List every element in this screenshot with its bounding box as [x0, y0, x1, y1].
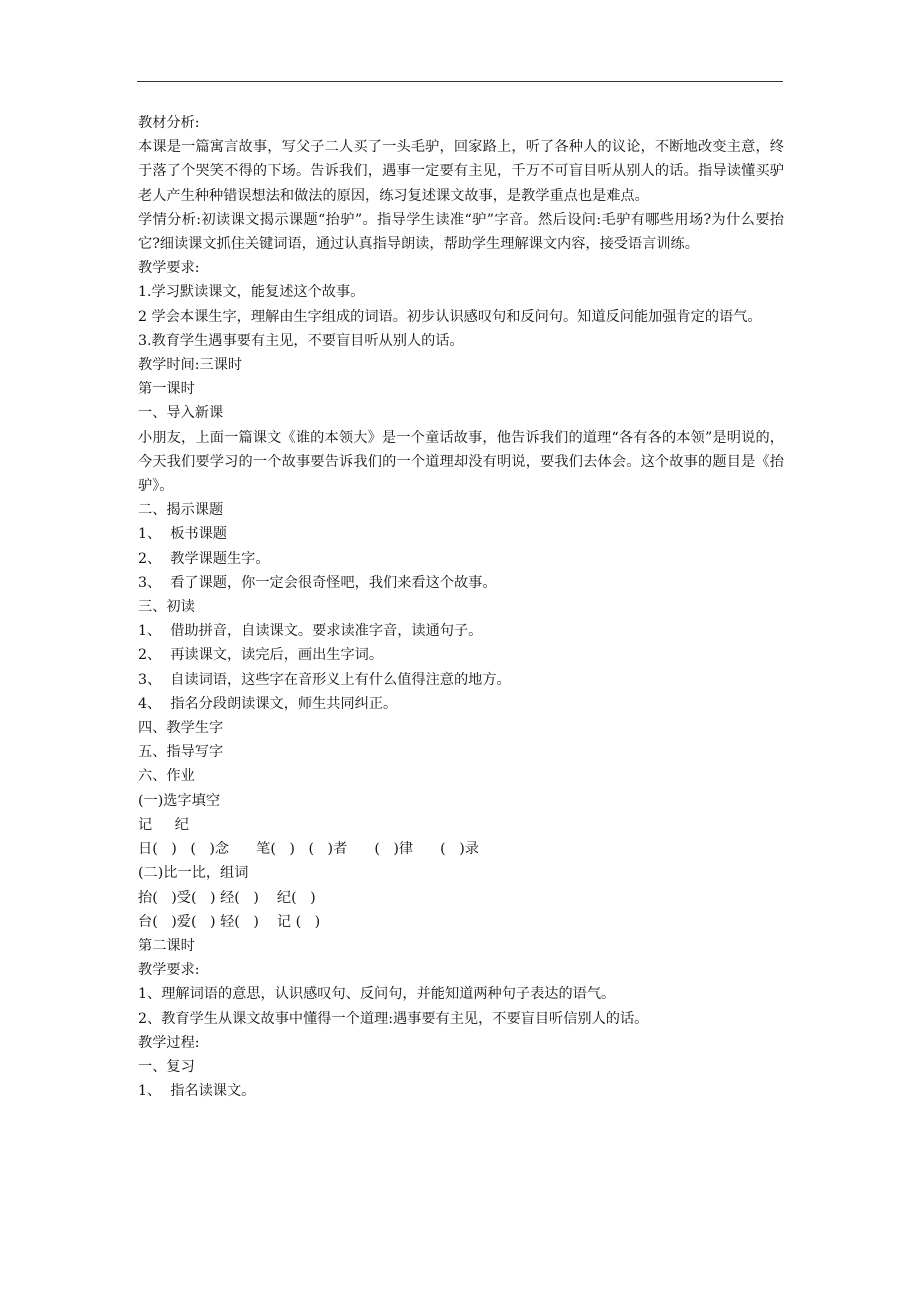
text-line: 4、 指名分段朗读课文，师生共同纠正。 — [138, 695, 398, 712]
text-line: 本课是一篇寓言故事，写父子二人买了一头毛驴，回家路上，听了各种人的议论，不断地改变主意，终于落了个哭笑不得的下场。告诉我们，遇事一定要有主见，千万不可盲目听从别人的话。指导读懂买驴老人产生种种错误想法和做法的原因，练习复述课文故事，是教学重点也是难点。 — [138, 139, 784, 204]
text-line: 教学要求: — [138, 260, 200, 277]
header-rule — [137, 81, 783, 82]
text-line: 教学时间:三课时 — [138, 357, 243, 374]
text-line: 抬( )受( ) 经( ) 纪( ) — [138, 889, 316, 906]
text-line: 学情分析:初读课文揭示课题“抬驴”。指导学生读准“驴”字音。然后设问:毛驴有哪些用场?为什么要抬它?细读课文抓住关键词语，通过认真指导朗读，帮助学生理解课文内容，接受语言训练。 — [138, 211, 784, 253]
text-line: 六、作业 — [138, 768, 195, 785]
text-line: 第一课时 — [138, 381, 195, 398]
text-line: 1.学习默读课文，能复述这个故事。 — [138, 284, 365, 301]
text-line: 教材分析: — [138, 115, 200, 131]
text-line: 2 学会本课生字，理解由生字组成的词语。初步认识感叹句和反问句。知道反问能加强肯定的语气。 — [138, 308, 762, 325]
text-line: 小朋友，上面一篇课文《谁的本领大》是一个童话故事，他告诉我们的道理“各有各的本领”是明说的，今天我们要学习的一个故事要告诉我们的一个道理却没有明说，要我们去体会。这个故事的题目是《抬驴》。 — [138, 429, 784, 495]
text-line: 1、 指名读课文。 — [138, 1083, 256, 1100]
text-line: (二)比一比，组词 — [138, 865, 249, 882]
text-line: 教学要求: — [138, 962, 200, 979]
document-body — [138, 111, 784, 1103]
text-line: 三、初读 — [138, 599, 195, 616]
text-line: 一、导入新课 — [138, 405, 224, 422]
text-line: 2、 教学课题生字。 — [138, 550, 270, 567]
text-line: 二、揭示课题 — [138, 502, 224, 519]
text-line: 五、指导写字 — [138, 744, 224, 761]
text-line: 记 纪 — [138, 816, 189, 833]
text-line: 1、理解词语的意思，认识感叹句、反问句，并能知道两种句子表达的语气。 — [138, 986, 616, 1003]
text-line: 一、复习 — [138, 1058, 195, 1075]
text-line: 台( )爱( ) 轻( ) 记 ( ) — [138, 913, 321, 930]
text-line: 四、教学生字 — [138, 720, 224, 737]
text-line: 1、 板书课题 — [138, 526, 227, 543]
text-line: 3.教育学生遇事要有主见，不要盲目听从别人的话。 — [138, 332, 464, 349]
text-line: 3、 自读词语，这些字在音形义上有什么值得注意的地方。 — [138, 671, 511, 688]
text-line: 2、教育学生从课文故事中懂得一个道理:遇事要有主见，不要盲目听信别人的话。 — [138, 1010, 649, 1027]
text-line: (一)选字填空 — [138, 792, 221, 809]
text-line: 教学过程: — [138, 1034, 200, 1051]
text-line: 第二课时 — [138, 937, 195, 954]
text-line: 1、 借助拼音，自读课文。要求读准字音，读通句子。 — [138, 623, 483, 640]
text-line: 3、 看了课题，你一定会很奇怪吧，我们来看这个故事。 — [138, 574, 497, 591]
text-line: 2、 再读课文，读完后，画出生字词。 — [138, 647, 384, 664]
text-line: 日( ) ( )念 笔( ) ( )者 ( )律 ( )录 — [138, 841, 479, 858]
